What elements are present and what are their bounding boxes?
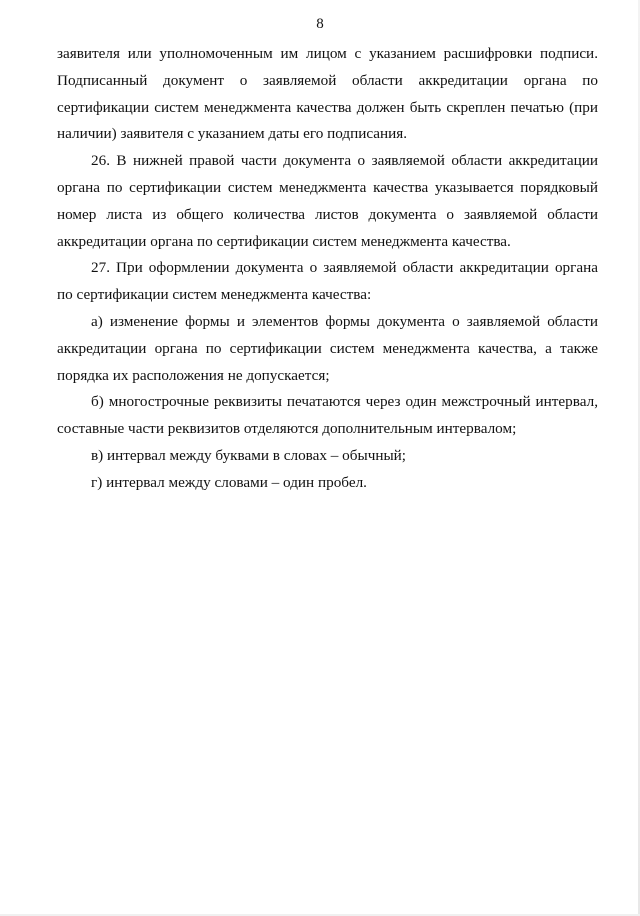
paragraph-continuation: заявителя или уполномоченным им лицом с указанием расшифровки подписи. Подписанный документ о заявляемой области аккредитации органа по сертификации систем менеджмента качества должен быть скреплен печатью (при наличии) заявителя с указанием даты его подписания. [57,45,598,143]
page-number: 8 [316,16,324,32]
paragraph-item-26: 26. В нижней правой части документа о заявляемой области аккредитации органа по сертификации систем менеджмента качества указывается порядковый номер листа из общего количества листов документа о заявляемой области аккредитации органа по сертификации систем менеджмента качества. [57,152,598,250]
subitem-a: а) изменение формы и элементов формы документа о заявляемой области аккредитации органа по сертификации систем менеджмента качества, а также порядка их расположения не допускается; [57,312,598,384]
subitem-b: б) многострочные реквизиты печатаются через один межстрочный интервал, составные части реквизитов отделяются дополнительным интервалом; [57,393,598,438]
subitem-g: г) интервал между словами – один пробел. [91,473,367,491]
paragraph-item-27: 27. При оформлении документа о заявляемой области аккредитации органа по сертификации систем менеджмента качества: [57,259,598,304]
subitem-v: в) интервал между буквами в словах – обычный; [91,446,407,464]
document-body [57,41,598,497]
